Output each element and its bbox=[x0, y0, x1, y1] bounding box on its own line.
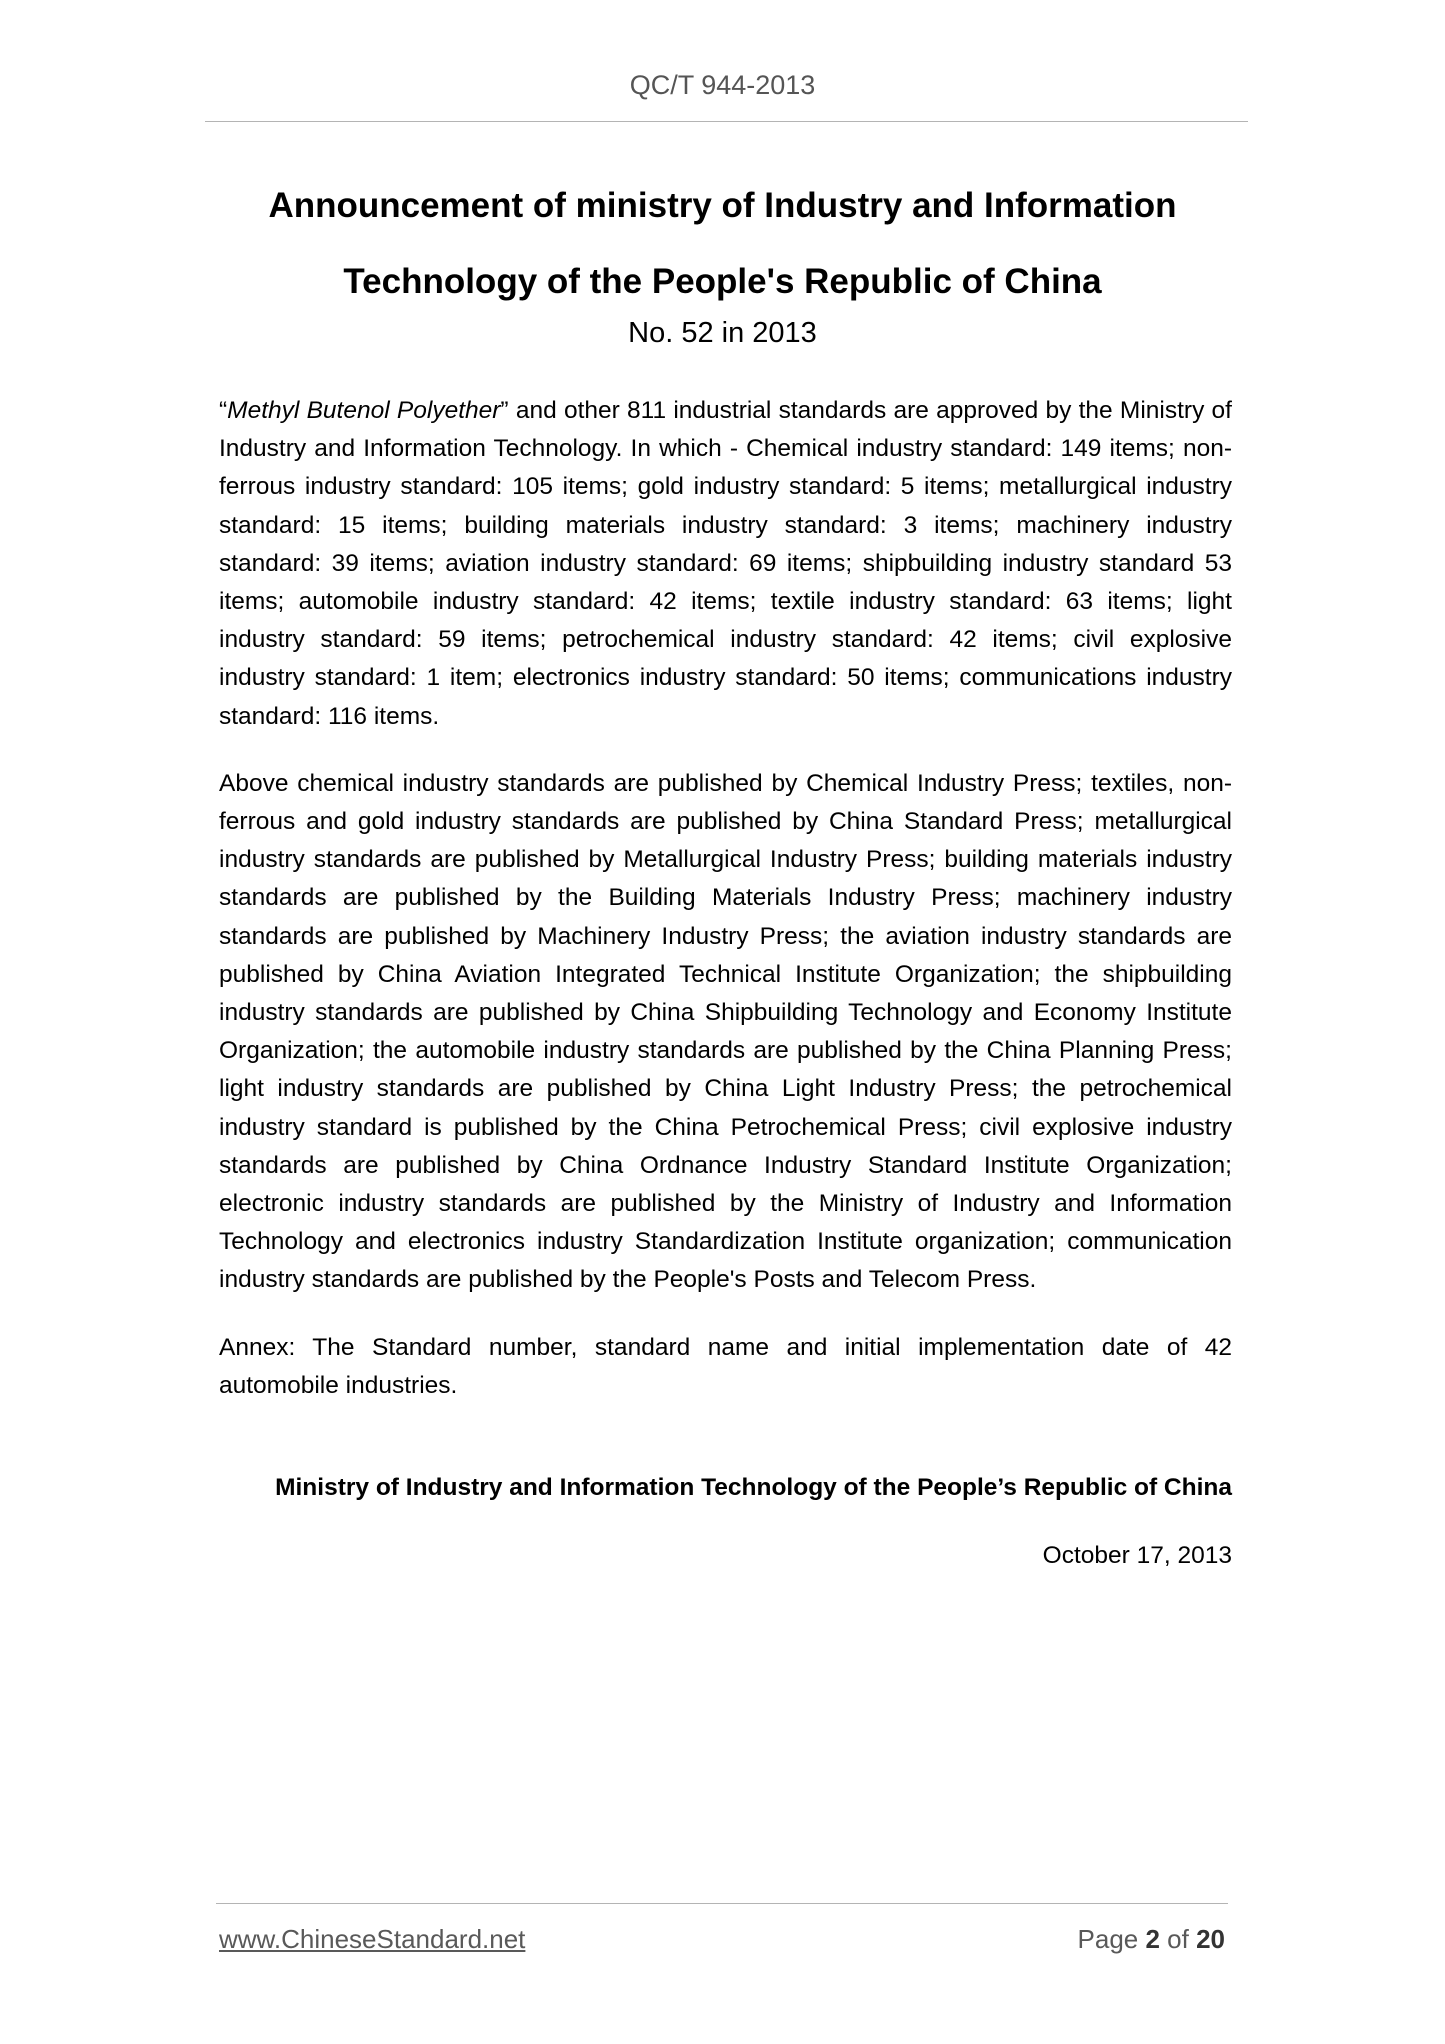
issue-date: October 17, 2013 bbox=[1042, 1542, 1232, 1569]
header-divider bbox=[205, 121, 1248, 122]
standard-code-header: QC/T 944-2013 bbox=[629, 70, 816, 100]
announcement-body bbox=[219, 392, 1232, 1405]
page-total: 20 bbox=[1196, 1924, 1225, 1954]
title-line-2: Technology of the People's Republic of China bbox=[343, 262, 1102, 301]
announcement-number: No. 52 in 2013 bbox=[628, 317, 817, 349]
title-line-1: Announcement of ministry of Industry and Information bbox=[268, 186, 1177, 225]
issuing-authority: Ministry of Industry and Information Technology of the People’s Republic of China bbox=[275, 1474, 1232, 1501]
standard-name-italic: Methyl Butenol Polyether bbox=[227, 397, 501, 424]
page-of: of bbox=[1159, 1924, 1197, 1954]
footer-divider bbox=[216, 1903, 1228, 1904]
paragraph-annex: Annex: The Standard number, standard name and initial implementation date of 42 automobile industries. bbox=[219, 1333, 1232, 1399]
website-link[interactable]: www.ChineseStandard.net bbox=[219, 1924, 526, 1954]
paragraph-approval bbox=[219, 392, 1232, 736]
paragraph-approval-text: ” and other 811 industrial standards are approved by the Ministry of Industry and Information Technology. In which - Chemical industry standard: 149 items; non-ferrous industry standard: 105 items; gold industry standard: 5 items; metallurgical industry standard: 15 items; building materials industry standard: 3 items; machinery industry standard: 39 items; aviation industry standard: 69 items; shipbuilding industry standard 53 items; automobile industry standard: 42 items; textile industry standard: 63 items; light industry standard: 59 items; petrochemical industry standard: 42 items; civil explosive industry standard: 1 item; electronics industry standard: 50 items; communications industry standard: 116 items. bbox=[219, 397, 1232, 730]
paragraph-publishers: Above chemical industry standards are published by Chemical Industry Press; textiles, non-ferrous and gold industry standards are published by China Standard Press; metallurgical industry standards are published by Metallurgical Industry Press; building materials industry standards are published by the Building Materials Industry Press; machinery industry standards are published by Machinery Industry Press; the aviation industry standards are published by China Aviation Integrated Technical Institute Organization; the shipbuilding industry standards are published by China Shipbuilding Technology and Economy Institute Organization; the automobile industry standards are published by the China Planning Press; light industry standards are published by China Light Industry Press; the petrochemical industry standard is published by the China Petrochemical Press; civil explosive industry standards are published by China Ordnance Industry Standard Institute Organization; electronic industry standards are published by the Ministry of Industry and Information Technology and electronics industry Standardization Institute organization; communication industry standards are published by the People's Posts and Telecom Press. bbox=[219, 769, 1232, 1294]
page-prefix: Page bbox=[1077, 1924, 1146, 1954]
page-number bbox=[1078, 1924, 1225, 1955]
open-quote: “ bbox=[219, 397, 228, 424]
announcement-title bbox=[0, 168, 1445, 320]
page-current: 2 bbox=[1145, 1924, 1160, 1954]
